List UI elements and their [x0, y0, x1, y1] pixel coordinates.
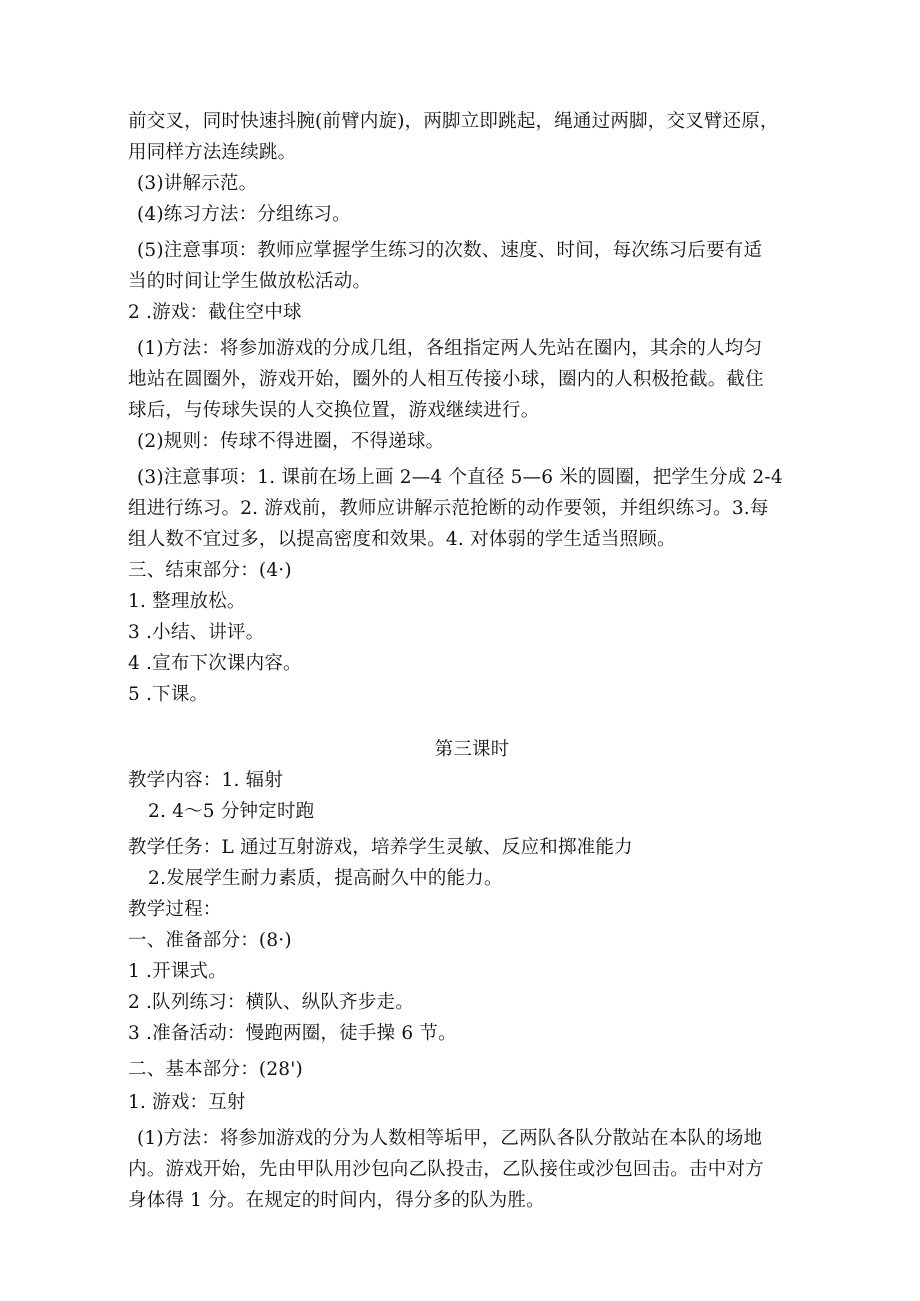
list-item: 3 .小结、讲评。: [128, 622, 265, 643]
text-line: 内。游戏开始，先由甲队用沙包向乙队投击，乙队接住或沙包回击。击中对方: [128, 1159, 764, 1180]
text-line: 组进行练习。2. 游戏前，教师应讲解示范抢断的动作要领，并组织练习。3.每: [128, 498, 769, 519]
list-item: 2 .队列练习：横队、纵队齐步走。: [128, 992, 414, 1013]
section-heading: 教学过程：: [128, 899, 222, 920]
text-line: (1)方法：将参加游戏的分成几组，各组指定两人先站在圈内，其余的人均匀: [137, 338, 763, 359]
list-item: 4 .宣布下次课内容。: [128, 653, 302, 674]
text-line: (4)练习方法：分组练习。: [137, 204, 351, 225]
text-line: 球后，与传球失误的人交换位置，游戏继续进行。: [128, 400, 540, 421]
section-heading: 三、结束部分：(4·): [128, 560, 292, 581]
text-line: 2. 4～5 分钟定时跑: [148, 801, 315, 822]
section-heading: 一、准备部分：(8·): [128, 930, 292, 951]
text-line: 2.发展学生耐力素质，提高耐久中的能力。: [148, 868, 503, 889]
list-item: 1 .开课式。: [128, 961, 227, 982]
section-heading: 二、基本部分：(28'): [128, 1059, 303, 1080]
text-line: 教学任务：L 通过互射游戏，培养学生灵敏、反应和掷准能力: [128, 837, 633, 858]
text-line: (3)注意事项：1. 课前在场上画 2—4 个直径 5—6 米的圆圈，把学生分成 2-4: [137, 467, 783, 488]
text-line: 地站在圆圈外，游戏开始，圈外的人相互传接小球，圈内的人积极抢截。截住: [128, 369, 764, 390]
text-line: (3)讲解示范。: [137, 173, 258, 194]
text-line: (1)方法：将参加游戏的分为人数相等垢甲，乙两队各队分散站在本队的场地: [137, 1128, 763, 1149]
section-heading: 1. 游戏：互射: [128, 1092, 246, 1113]
document-body: [128, 106, 808, 1216]
text-line: 教学内容：1. 辐射: [128, 770, 284, 791]
text-line: 身体得 1 分。在规定的时间内，得分多的队为胜。: [128, 1190, 545, 1211]
text-line: 组人数不宜过多，以提高密度和效果。4. 对体弱的学生适当照顾。: [128, 529, 676, 550]
list-item: 3 .准备活动：慢跑两圈，徒手操 6 节。: [128, 1023, 457, 1044]
text-line: (5)注意事项：教师应掌握学生练习的次数、速度、时间，每次练习后要有适: [137, 240, 763, 261]
section-heading: 2 .游戏：截住空中球: [128, 302, 302, 323]
text-line: 前交叉，同时快速抖腕(前臂内旋)，两脚立即跳起，绳通过两脚，交叉臂还原，: [128, 111, 779, 132]
lesson-title: 第三课时: [434, 739, 510, 760]
list-item: 1. 整理放松。: [128, 591, 246, 612]
text-line: 当的时间让学生做放松活动。: [128, 271, 372, 292]
text-line: (2)规则：传球不得进圈，不得递球。: [137, 431, 445, 452]
list-item: 5 .下课。: [128, 684, 209, 705]
text-line: 用同样方法连续跳。: [128, 142, 297, 163]
